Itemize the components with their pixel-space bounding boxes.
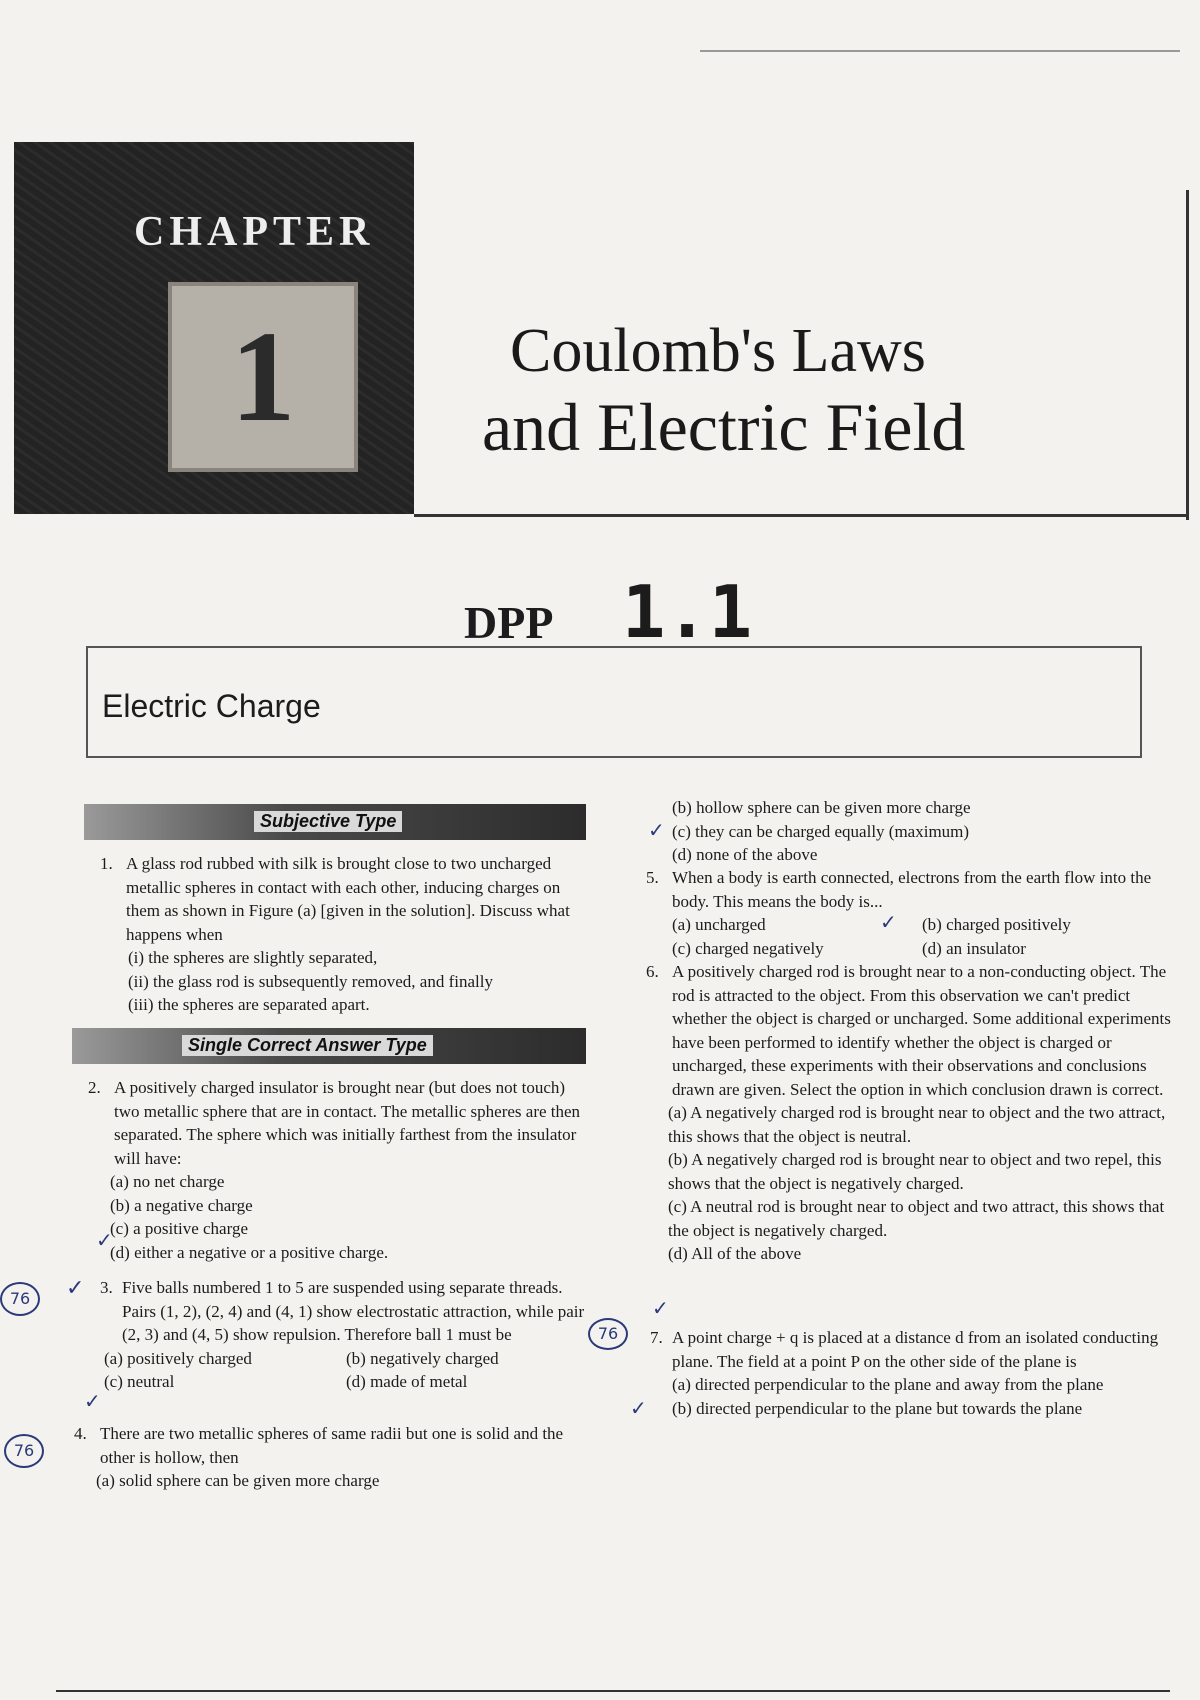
- question-2: [88, 1076, 588, 1264]
- topic-title: Electric Charge: [102, 688, 321, 724]
- option: (b) charged positively: [922, 915, 1071, 934]
- title-frame-right: [1186, 190, 1189, 520]
- tick-mark: ✓: [652, 1296, 669, 1320]
- question-number: 4.: [74, 1424, 87, 1443]
- question-number: 2.: [88, 1078, 101, 1097]
- option: (b) negatively charged: [346, 1348, 499, 1368]
- option: (a) uncharged: [672, 915, 766, 934]
- option: (c) A neutral rod is brought near to object and two attract, this shows that the object is negatively charged.: [668, 1197, 1165, 1240]
- handwritten-note: 76: [588, 1318, 628, 1350]
- question-number: 3.: [100, 1278, 113, 1297]
- chapter-label: CHAPTER: [134, 209, 375, 255]
- question-text: A point charge + q is placed at a distance d from an isolated conducting plane. The field at a point P on the other side of the plane is: [672, 1328, 1159, 1371]
- dpp-number: 1.1: [622, 570, 753, 654]
- question-4-continued: [672, 796, 1172, 867]
- bottom-rule: [56, 1690, 1170, 1692]
- question-text: Five balls numbered 1 to 5 are suspended using separate threads. Pairs (1, 2), (2, 4) and (4, 1) show electrostatic attraction, while pair (2, 3) and (4, 5) show repulsion. Therefore ball 1 must be: [122, 1278, 585, 1344]
- option: (d) none of the above: [672, 845, 818, 864]
- question-5: [646, 866, 1172, 960]
- option: (c) they can be charged equally (maximum): [672, 821, 970, 841]
- option: (c) charged negatively: [672, 938, 824, 958]
- question-number: 7.: [650, 1328, 663, 1347]
- option: (a) no net charge: [110, 1172, 225, 1191]
- question-7: [650, 1326, 1172, 1420]
- option: (d) All of the above: [668, 1244, 802, 1263]
- subjective-section-label: Subjective Type: [254, 811, 402, 832]
- single-correct-section-label: Single Correct Answer Type: [182, 1035, 433, 1056]
- option: (a) A negatively charged rod is brought near to object and the two attract, this shows that the object is neutral.: [668, 1103, 1166, 1146]
- option: (b) directed perpendicular to the plane but towards the plane: [672, 1398, 1083, 1418]
- tick-mark: ✓: [648, 818, 665, 842]
- handwritten-note: 76: [0, 1282, 40, 1316]
- option: (c) a positive charge: [110, 1219, 248, 1238]
- chapter-number: 1: [230, 305, 296, 449]
- question-4: [74, 1422, 588, 1493]
- question-3: [100, 1276, 588, 1394]
- option: (d) made of metal: [346, 1372, 468, 1391]
- dpp-label: DPP: [464, 597, 554, 648]
- option: (a) positively charged: [104, 1348, 252, 1368]
- option: (b) hollow sphere can be given more charge: [672, 798, 971, 817]
- question-text: A positively charged insulator is brought near (but does not touch) two metallic sphere that are in contact. The metallic spheres are then separated. The sphere which was initially farthest from the insulator will have:: [114, 1078, 581, 1168]
- handwritten-note: 76: [4, 1434, 44, 1468]
- question-text: When a body is earth connected, electrons from the earth flow into the body. This means the body is...: [672, 868, 1152, 911]
- title-frame-bottom: [414, 514, 1186, 517]
- tick-mark: ✓: [630, 1396, 647, 1420]
- question-text: A glass rod rubbed with silk is brought close to two uncharged metallic spheres in contact with each other, inducing charges on them as shown in Figure (a) [given in the solution]. Discuss what happens when: [126, 854, 570, 944]
- subjective-section-bar: [84, 804, 586, 840]
- option: (a) solid sphere can be given more charge: [96, 1471, 380, 1490]
- tick-mark: ✓: [880, 910, 897, 934]
- question-number: 1.: [100, 854, 113, 873]
- option: (b) A negatively charged rod is brought near to object and two repel, this shows that the object is negatively charged.: [668, 1150, 1162, 1193]
- option: (a) directed perpendicular to the plane and away from the plane: [672, 1375, 1104, 1394]
- single-correct-section-bar: [72, 1028, 586, 1064]
- option: (b) a negative charge: [110, 1195, 253, 1215]
- top-rule: [700, 50, 1180, 52]
- tick-mark: ✓: [96, 1228, 113, 1252]
- option: (c) neutral: [104, 1372, 175, 1391]
- question-6: [646, 960, 1172, 1266]
- chapter-title-line1: Coulomb's Laws: [510, 317, 926, 385]
- tick-mark: ✓: [84, 1389, 101, 1413]
- sub-part: (iii) the spheres are separated apart.: [128, 995, 370, 1014]
- chapter-title-line2: and Electric Field: [482, 389, 966, 465]
- tick-mark: ✓: [66, 1276, 85, 1301]
- question-text: There are two metallic spheres of same radii but one is solid and the other is hollow, then: [100, 1424, 564, 1467]
- option: (d) either a negative or a positive charge.: [110, 1242, 389, 1262]
- question-number: 5.: [646, 868, 659, 887]
- question-text: A positively charged rod is brought near to a non-conducting object. The rod is attracted to the object. From this observation we can't predict whether the object is charged or uncharged. Some additional experiments have been performed to identify whether the object is charged or uncharged, these experiments with their observations and conclusions drawn are given. Select the option in which conclusion drawn is correct.: [672, 962, 1171, 1099]
- question-number: 6.: [646, 962, 659, 981]
- option: (d) an insulator: [922, 938, 1026, 958]
- sub-part: (ii) the glass rod is subsequently removed, and finally: [128, 971, 493, 991]
- sub-part: (i) the spheres are slightly separated,: [128, 948, 378, 967]
- question-1: [100, 852, 590, 1017]
